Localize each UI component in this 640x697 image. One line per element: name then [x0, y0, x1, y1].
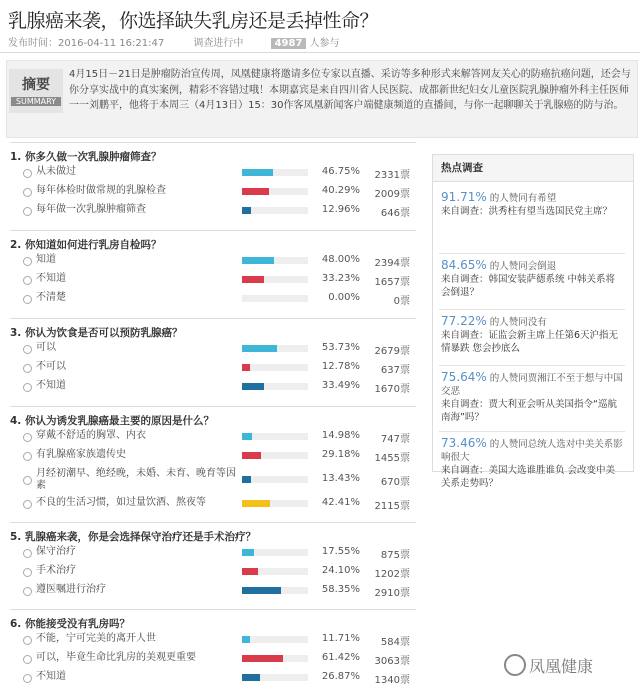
option-votes: 3063票: [374, 656, 410, 667]
result-bar-track: [242, 500, 308, 507]
option-votes: 2910票: [374, 588, 410, 599]
option-label: 每年做一次乳腺肿瘤筛查: [36, 204, 146, 215]
radio-button[interactable]: [23, 276, 32, 285]
result-bar-track: [242, 587, 308, 594]
page-title: 乳腺癌来袭，你选择缺失乳房还是丢掉性命？: [8, 10, 379, 32]
option-label: 不知道: [36, 273, 66, 284]
question-title: 5. 乳腺癌来袭，你是会选择保守治疗还是手术治疗？: [10, 531, 256, 543]
option-percent: 40.29%: [321, 185, 360, 196]
hot-survey-item[interactable]: [441, 315, 623, 355]
hot-survey-link[interactable]: 韩国安装萨德系统 中韩关系将会倒退？: [441, 274, 616, 298]
survey-option[interactable]: [10, 564, 416, 582]
publish-time: 发布时间：2016-04-11 16:21:47: [8, 38, 165, 49]
result-bar-track: [242, 383, 308, 390]
option-votes: 2009票: [374, 189, 410, 200]
hot-survey-result: 的人赞同会倒退: [486, 261, 557, 272]
option-percent: 46.75%: [321, 166, 360, 177]
wechat-logo-icon: [504, 654, 526, 676]
hot-survey-source-prefix: 来自调查：: [441, 330, 489, 341]
result-bar: [242, 568, 258, 575]
result-bar: [242, 500, 270, 507]
question-title: 2. 你知道如何进行乳房自检吗？: [10, 239, 162, 251]
question-title: 3. 你认为饮食是否可以预防乳腺癌？: [10, 327, 183, 339]
radio-button[interactable]: [23, 295, 32, 304]
option-percent: 12.78%: [321, 361, 360, 372]
hot-survey-link[interactable]: 美国大选谁胜谁负 会改变中美关系走势吗？: [441, 465, 616, 489]
option-label: 知道: [36, 254, 56, 265]
option-percent: 26.87%: [321, 671, 360, 682]
radio-button[interactable]: [23, 452, 32, 461]
hot-survey-result: 的人赞同没有: [486, 317, 547, 328]
summary-text: 4月15日－21日是肿瘤防治宣传周，凤凰健康将邀请多位专家以直播、采访等多种形式来解答网友关心的防癌抗癌问题，还会与你分享实战中的真实案例，精彩不容错过哦！本期嘉宾是来自四川省人民医院、成都新世纪妇女儿童医院乳腺肿瘤外科主任医师一一刘鹏平，他将于本周三（4月13日）15：30作客凤凰新闻客户端健康频道的直播间，与你一起聊聊关于乳腺癌的防与治。: [69, 69, 631, 111]
option-label: 有乳腺癌家族遗传史: [36, 449, 126, 460]
survey-option[interactable]: [10, 272, 416, 290]
option-label: 不清楚: [36, 292, 66, 303]
result-bar: [242, 433, 252, 440]
survey-option[interactable]: [10, 291, 416, 309]
option-votes: 0票: [393, 296, 410, 307]
option-label: 可以: [36, 342, 56, 353]
option-percent: 42.41%: [321, 497, 360, 508]
option-votes: 1670票: [374, 384, 410, 395]
result-bar-track: [242, 188, 308, 195]
summary-badge-label: 摘要: [22, 77, 50, 93]
radio-button[interactable]: [23, 345, 32, 354]
radio-button[interactable]: [23, 257, 32, 266]
header-divider: [0, 52, 640, 53]
hot-survey-divider: [439, 309, 625, 310]
result-bar: [242, 257, 274, 264]
hot-survey-item[interactable]: [441, 371, 623, 424]
hot-survey-link[interactable]: 洪秀柱有望当选国民党主席？: [488, 206, 613, 217]
result-bar-track: [242, 636, 308, 643]
radio-button[interactable]: [23, 364, 32, 373]
radio-button[interactable]: [23, 636, 32, 645]
option-votes: 1340票: [374, 675, 410, 686]
option-percent: 33.49%: [321, 380, 360, 391]
hot-survey-percent: 84.65%: [441, 258, 487, 272]
result-bar: [242, 364, 250, 371]
option-votes: 2115票: [374, 501, 410, 512]
option-percent: 53.73%: [321, 342, 360, 353]
result-bar-track: [242, 476, 308, 483]
survey-option[interactable]: [10, 253, 416, 271]
hot-survey-divider: [439, 365, 625, 366]
hot-survey-item[interactable]: [441, 437, 623, 490]
survey-option[interactable]: [10, 379, 416, 397]
summary-badge-english: SUMMARY: [11, 97, 61, 106]
survey-option[interactable]: [10, 203, 416, 221]
option-label: 遵医嘱进行治疗: [36, 584, 106, 595]
radio-button[interactable]: [23, 587, 32, 596]
option-label: 穿戴不舒适的胸罩、内衣: [36, 430, 146, 441]
radio-button[interactable]: [23, 568, 32, 577]
option-percent: 13.43%: [321, 473, 360, 484]
option-label: 手术治疗: [36, 565, 76, 576]
survey-option[interactable]: [10, 467, 416, 495]
watermark-text: 凤凰健康: [529, 657, 594, 676]
hot-survey-source-prefix: 来自调查：: [441, 399, 489, 410]
result-bar-track: [242, 433, 308, 440]
option-percent: 33.23%: [321, 273, 360, 284]
option-percent: 29.18%: [321, 449, 360, 460]
result-bar-track: [242, 295, 308, 302]
option-votes: 875票: [380, 550, 410, 561]
survey-option[interactable]: [10, 360, 416, 378]
survey-status: 调查进行中: [193, 38, 244, 49]
radio-button[interactable]: [23, 433, 32, 442]
hot-survey-percent: 91.71%: [441, 190, 487, 204]
hot-survey-source-prefix: 来自调查：: [441, 465, 489, 476]
hot-surveys-panel: [432, 154, 634, 489]
option-label: 不知道: [36, 380, 66, 391]
radio-button[interactable]: [23, 674, 32, 683]
radio-button[interactable]: [23, 169, 32, 178]
survey-question: [10, 406, 416, 512]
survey-option[interactable]: [10, 496, 416, 514]
result-bar: [242, 549, 254, 556]
result-bar-track: [242, 549, 308, 556]
option-percent: 14.98%: [321, 430, 360, 441]
result-bar: [242, 587, 281, 594]
result-bar-track: [242, 345, 308, 352]
participant-count-label: 人参与: [309, 38, 340, 49]
option-votes: 2331票: [374, 170, 410, 181]
survey-option[interactable]: [10, 341, 416, 359]
survey-question: [10, 142, 416, 219]
hot-survey-percent: 73.46%: [441, 436, 487, 450]
hot-survey-result: 的人赞同总统人选对中美关系影响很大: [441, 439, 623, 463]
survey-option[interactable]: [10, 448, 416, 466]
result-bar: [242, 476, 251, 483]
question-title: 4. 你认为诱发乳腺癌最主要的原因是什么？: [10, 415, 214, 427]
option-label: 不可以: [36, 361, 66, 372]
question-title: 1. 你多久做一次乳腺肿瘤筛查？: [10, 151, 162, 163]
option-label: 不知道: [36, 671, 66, 682]
option-votes: 1657票: [374, 277, 410, 288]
result-bar: [242, 636, 250, 643]
hot-survey-link[interactable]: 贾大利亚会听从美国指令“巡航南海”吗？: [441, 399, 617, 423]
radio-button[interactable]: [23, 383, 32, 392]
survey-option[interactable]: [10, 429, 416, 447]
hot-survey-percent: 75.64%: [441, 370, 487, 384]
result-bar: [242, 452, 261, 459]
hot-survey-divider: [439, 431, 625, 432]
option-percent: 11.71%: [321, 633, 360, 644]
watermark: [504, 654, 593, 677]
result-bar-track: [242, 276, 308, 283]
result-bar: [242, 345, 277, 352]
option-votes: 584票: [380, 637, 410, 648]
option-votes: 637票: [380, 365, 410, 376]
option-votes: 1202票: [374, 569, 410, 580]
radio-button[interactable]: [23, 207, 32, 216]
option-percent: 17.55%: [321, 546, 360, 557]
hot-survey-divider: [439, 253, 625, 254]
survey-option[interactable]: [10, 184, 416, 202]
result-bar: [242, 276, 264, 283]
result-bar-track: [242, 674, 308, 681]
result-bar-track: [242, 364, 308, 371]
option-votes: 2679票: [374, 346, 410, 357]
radio-button[interactable]: [23, 549, 32, 558]
article-meta: [8, 34, 339, 49]
option-votes: 1455票: [374, 453, 410, 464]
option-label: 每年体检时做常规的乳腺检查: [36, 185, 166, 196]
option-label: 月经初潮早、绝经晚，未婚、未育、晚育等因素: [36, 468, 236, 491]
hot-surveys-title: 热点调查: [433, 155, 633, 182]
result-bar-track: [242, 452, 308, 459]
result-bar-track: [242, 568, 308, 575]
radio-button[interactable]: [23, 188, 32, 197]
summary-box: [6, 60, 638, 138]
radio-button[interactable]: [23, 476, 32, 485]
result-bar: [242, 674, 260, 681]
option-percent: 0.00%: [328, 292, 360, 303]
survey-option[interactable]: [10, 670, 416, 688]
survey-question: [10, 230, 416, 307]
option-votes: 646票: [380, 208, 410, 219]
survey-question: [10, 522, 416, 599]
hot-survey-percent: 77.22%: [441, 314, 487, 328]
radio-button[interactable]: [23, 655, 32, 664]
option-percent: 48.00%: [321, 254, 360, 265]
result-bar: [242, 383, 264, 390]
hot-survey-result: 的人赞同有希望: [486, 193, 557, 204]
option-label: 从未做过: [36, 166, 76, 177]
option-label: 不良的生活习惯，如过量饮酒、熬夜等: [36, 497, 206, 508]
hot-survey-result: 的人赞同贾湘江不至于想与中国交恶: [441, 373, 623, 397]
summary-badge: [9, 69, 63, 113]
survey-option[interactable]: [10, 583, 416, 601]
participant-count-badge: 4987: [271, 38, 307, 49]
result-bar-track: [242, 169, 308, 176]
survey-option[interactable]: [10, 545, 416, 563]
option-votes: 2394票: [374, 258, 410, 269]
result-bar-track: [242, 257, 308, 264]
result-bar: [242, 169, 273, 176]
result-bar-track: [242, 207, 308, 214]
hot-survey-source-prefix: 来自调查：: [441, 206, 489, 217]
hot-survey-item[interactable]: [441, 259, 623, 299]
hot-survey-source-prefix: 来自调查：: [441, 274, 489, 285]
option-label: 保守治疗: [36, 546, 76, 557]
result-bar: [242, 207, 251, 214]
option-percent: 61.42%: [321, 652, 360, 663]
result-bar-track: [242, 655, 308, 662]
hot-survey-item[interactable]: [441, 191, 623, 218]
option-percent: 24.10%: [321, 565, 360, 576]
hot-survey-link[interactable]: 证监会新主席上任第6天沪指无情暴跌 您会抄底么: [441, 330, 619, 354]
survey-option[interactable]: [10, 165, 416, 183]
survey-option[interactable]: [10, 651, 416, 669]
option-percent: 58.35%: [321, 584, 360, 595]
option-label: 不能，宁可完美的离开人世: [36, 633, 156, 644]
option-votes: 747票: [380, 434, 410, 445]
option-percent: 12.96%: [321, 204, 360, 215]
result-bar: [242, 655, 283, 662]
question-title: 6. 你能接受没有乳房吗？: [10, 618, 130, 630]
option-label: 可以，毕竟生命比乳房的美观更重要: [36, 652, 196, 663]
survey-option[interactable]: [10, 632, 416, 650]
survey-question: [10, 318, 416, 395]
survey-question: [10, 609, 416, 686]
survey-questions: [10, 142, 416, 697]
result-bar: [242, 188, 269, 195]
radio-button[interactable]: [23, 500, 32, 509]
option-votes: 670票: [380, 477, 410, 488]
